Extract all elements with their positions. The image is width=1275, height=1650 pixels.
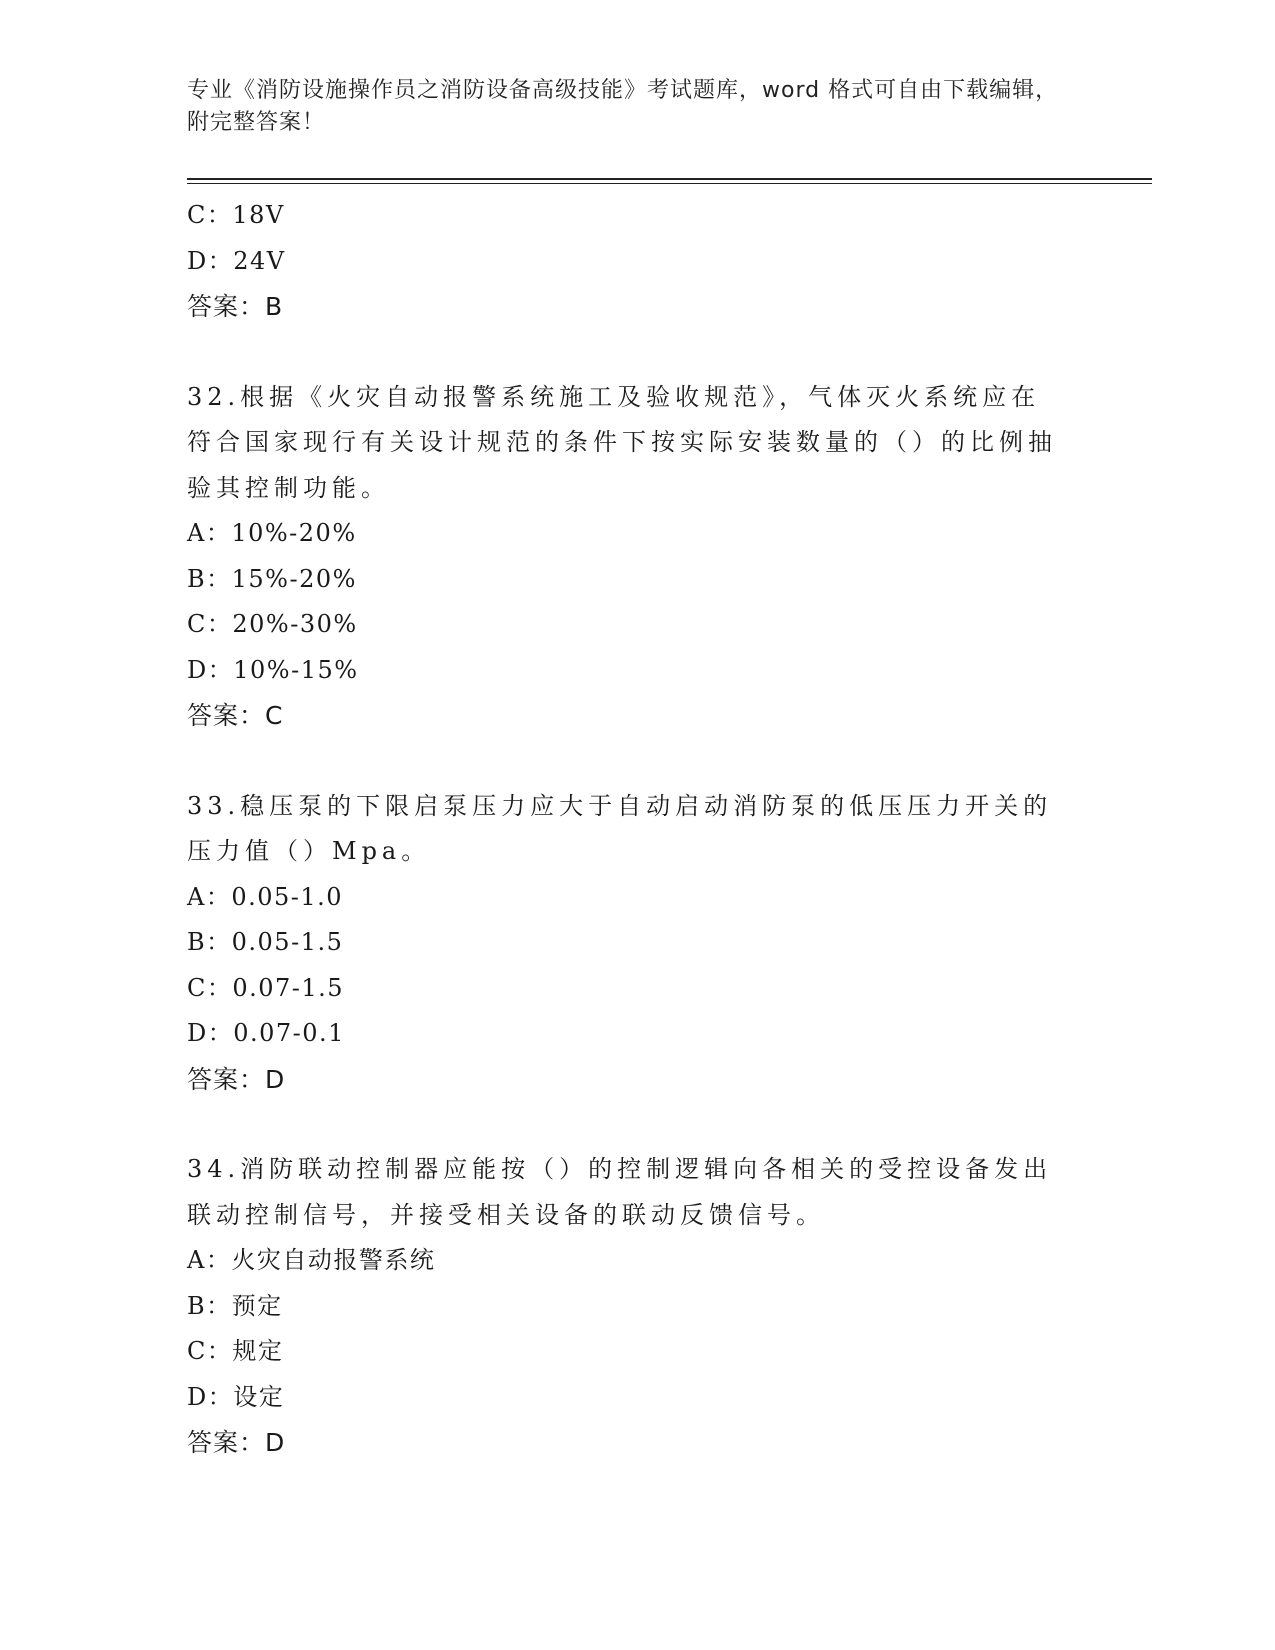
question-block-34 bbox=[187, 1147, 1067, 1466]
header-divider-thin bbox=[187, 183, 1152, 184]
question-list bbox=[187, 193, 1067, 1466]
question-text: 34.消防联动控制器应能按（）的控制逻辑向各相关的受控设备发出联动控制信号，并接受相关设备的联动反馈信号。 bbox=[187, 1155, 1053, 1229]
option-b: B：0.05-1.5 bbox=[187, 928, 344, 956]
option-b: B：预定 bbox=[187, 1291, 283, 1320]
answer-line: 答案：C bbox=[187, 701, 284, 730]
answer-line: 答案：B bbox=[187, 292, 284, 321]
question-text: 33.稳压泵的下限启泵压力应大于自动启动消防泵的低压压力开关的压力值（）Mpa。 bbox=[187, 791, 1053, 865]
document-header: 专业《消防设施操作员之消防设备高级技能》考试题库，word 格式可自由下载编辑，附完整答案！ bbox=[187, 78, 1059, 135]
question-block-32 bbox=[187, 375, 1067, 739]
option-d: D：0.07-0.1 bbox=[187, 1019, 345, 1047]
option-a: A：火灾自动报警系统 bbox=[187, 1246, 436, 1274]
option-d: D：设定 bbox=[187, 1382, 285, 1411]
option-a: A：0.05-1.0 bbox=[187, 882, 344, 911]
option-c: C：18V bbox=[187, 201, 285, 229]
option-d: D：10%-15% bbox=[187, 655, 359, 684]
option-c: C：20%-30% bbox=[187, 610, 358, 638]
question-block-33 bbox=[187, 784, 1067, 1103]
option-d: D：24V bbox=[187, 246, 286, 275]
option-a: A：10%-20% bbox=[187, 519, 357, 547]
option-b: B：15%-20% bbox=[187, 564, 357, 593]
option-c: C：规定 bbox=[187, 1337, 284, 1365]
prev-question-block bbox=[187, 193, 1067, 330]
header-divider-thick bbox=[187, 178, 1152, 180]
question-text: 32.根据《火灾自动报警系统施工及验收规范》，气体灭火系统应在符合国家现行有关设计规范的条件下按实际安装数量的（）的比例抽验其控制功能。 bbox=[187, 382, 1057, 502]
option-c: C：0.07-1.5 bbox=[187, 973, 345, 1002]
answer-line: 答案：D bbox=[187, 1428, 286, 1457]
answer-line: 答案：D bbox=[187, 1064, 286, 1094]
